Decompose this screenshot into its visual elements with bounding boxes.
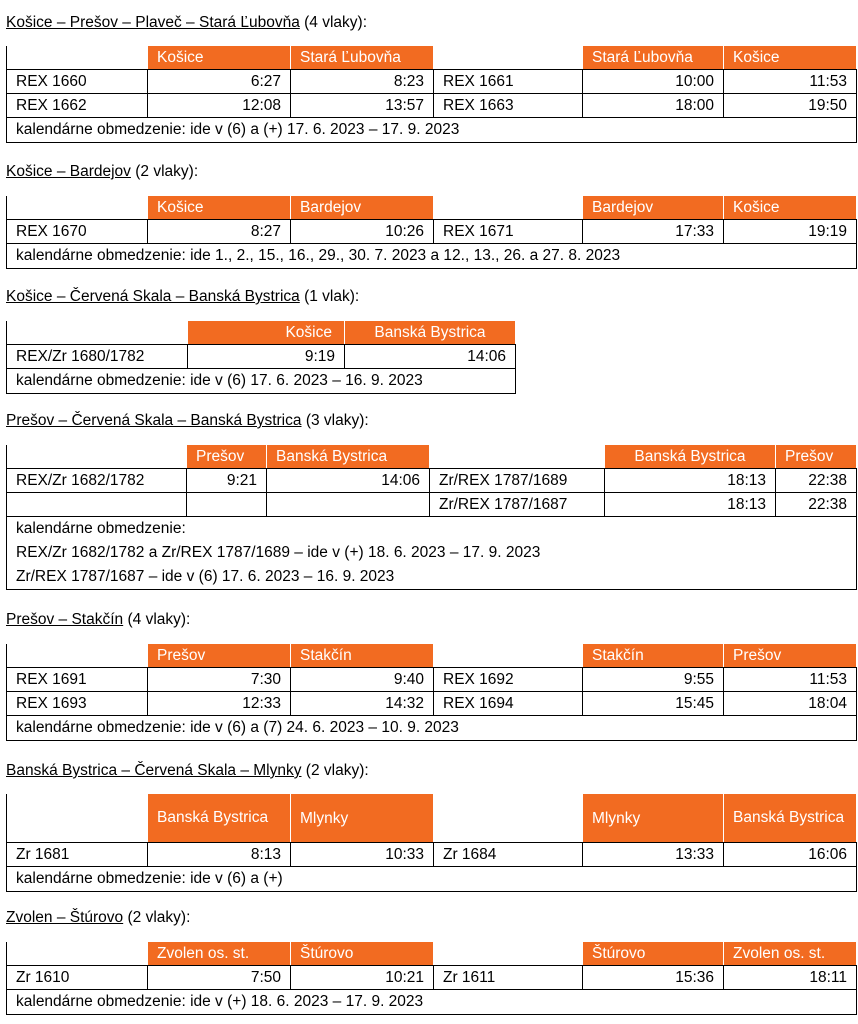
- station-header: Banská Bystrica: [345, 321, 516, 345]
- time-cell: 8:13: [148, 843, 291, 867]
- time-cell: 14:06: [267, 469, 430, 493]
- header-row: [7, 445, 857, 469]
- timetable: [6, 644, 857, 741]
- station-header: Prešov: [724, 644, 857, 668]
- train-number: REX 1670: [7, 220, 148, 244]
- station-header: Mlynky: [583, 794, 724, 843]
- station-header: Bardejov: [291, 196, 434, 220]
- station-header: Košice: [188, 321, 345, 345]
- calendar-note: [7, 517, 857, 590]
- train-number: REX/Zr 1680/1782: [7, 345, 188, 369]
- timetable: [6, 321, 516, 394]
- time-cell: 10:33: [291, 843, 434, 867]
- route-name: Banská Bystrica – Červená Skala – Mlynky: [6, 762, 302, 779]
- station-header: Banská Bystrica: [724, 794, 857, 843]
- timetable: [6, 794, 857, 892]
- time-cell: 12:33: [148, 692, 291, 716]
- time-cell: 11:53: [724, 70, 857, 94]
- train-count: (1 vlak):: [304, 288, 360, 305]
- table-row: [7, 843, 857, 867]
- time-cell: 18:04: [724, 692, 857, 716]
- table-row: [7, 220, 857, 244]
- train-number: REX 1692: [434, 668, 583, 692]
- train-number: REX 1662: [7, 94, 148, 118]
- timetable: [6, 46, 857, 143]
- section-heading: [6, 14, 367, 32]
- train-number: Zr/REX 1787/1689: [430, 469, 605, 493]
- train-number: Zr/REX 1787/1687: [430, 493, 605, 517]
- time-cell: 15:45: [583, 692, 724, 716]
- station-header: Banská Bystrica: [267, 445, 430, 469]
- timetable: [6, 196, 857, 269]
- train-number: REX/Zr 1682/1782: [7, 469, 187, 493]
- calendar-note-line: REX/Zr 1682/1782 a Zr/REX 1787/1689 – ide v (+) 18. 6. 2023 – 17. 9. 2023: [16, 544, 541, 561]
- route-name: Košice – Prešov – Plaveč – Stará Ľubovňa: [6, 14, 300, 31]
- train-number: REX 1691: [7, 668, 148, 692]
- time-cell: 18:13: [605, 493, 776, 517]
- section-heading: [6, 611, 190, 629]
- train-count: (3 vlaky):: [305, 412, 369, 429]
- calendar-note-line: kalendárne obmedzenie:: [16, 520, 186, 537]
- time-cell: [187, 493, 267, 517]
- calendar-note-line: Zr/REX 1787/1687 – ide v (6) 17. 6. 2023 – 16. 9. 2023: [16, 568, 395, 585]
- train-number: [7, 493, 187, 517]
- time-cell: 10:00: [583, 70, 724, 94]
- section-heading: [6, 762, 369, 780]
- time-cell: 14:32: [291, 692, 434, 716]
- header-row: [7, 321, 516, 345]
- station-header: Prešov: [187, 445, 267, 469]
- train-number: REX 1660: [7, 70, 148, 94]
- table-row: [7, 94, 857, 118]
- station-header: Stakčín: [583, 644, 724, 668]
- route-name: Prešov – Stakčín: [6, 611, 124, 628]
- train-number: Zr 1611: [434, 966, 583, 990]
- time-cell: 10:21: [291, 966, 434, 990]
- time-cell: 11:53: [724, 668, 857, 692]
- route-name: Košice – Červená Skala – Banská Bystrica: [6, 288, 300, 305]
- station-header: Košice: [724, 46, 857, 70]
- station-header: Banská Bystrica: [605, 445, 776, 469]
- station-header: Košice: [724, 196, 857, 220]
- station-header: Banská Bystrica: [148, 794, 291, 843]
- station-header: Košice: [148, 46, 291, 70]
- train-count: (2 vlaky):: [127, 909, 191, 926]
- time-cell: 9:40: [291, 668, 434, 692]
- station-header: Prešov: [148, 644, 291, 668]
- route-name: Košice – Bardejov: [6, 163, 131, 180]
- station-header: Stará Ľubovňa: [291, 46, 434, 70]
- time-cell: 19:50: [724, 94, 857, 118]
- time-cell: 22:38: [776, 493, 857, 517]
- timetable: [6, 942, 857, 1015]
- station-header: Štúrovo: [583, 942, 724, 966]
- header-row: [7, 942, 857, 966]
- calendar-note: kalendárne obmedzenie: ide v (6) a (7) 24. 6. 2023 – 10. 9. 2023: [7, 716, 857, 741]
- time-cell: 13:33: [583, 843, 724, 867]
- header-row: [7, 196, 857, 220]
- station-header: Stará Ľubovňa: [583, 46, 724, 70]
- time-cell: 10:26: [291, 220, 434, 244]
- station-header: Prešov: [776, 445, 857, 469]
- route-name: Zvolen – Štúrovo: [6, 909, 124, 926]
- section-heading: [6, 412, 369, 430]
- train-number: REX 1694: [434, 692, 583, 716]
- train-count: (2 vlaky):: [305, 762, 369, 779]
- table-row: [7, 345, 516, 369]
- train-count: (4 vlaky):: [304, 14, 367, 31]
- header-row: [7, 794, 857, 843]
- section-heading: [6, 163, 198, 181]
- train-number: Zr 1681: [7, 843, 148, 867]
- time-cell: 7:30: [148, 668, 291, 692]
- train-count: (4 vlaky):: [127, 611, 191, 628]
- time-cell: 17:33: [583, 220, 724, 244]
- station-header: Košice: [148, 196, 291, 220]
- time-cell: 8:27: [148, 220, 291, 244]
- table-row: [7, 668, 857, 692]
- time-cell: 9:21: [187, 469, 267, 493]
- time-cell: 12:08: [148, 94, 291, 118]
- time-cell: 13:57: [291, 94, 434, 118]
- station-header: Zvolen os. st.: [724, 942, 857, 966]
- station-header: Bardejov: [583, 196, 724, 220]
- calendar-note: kalendárne obmedzenie: ide v (6) a (+) 17. 6. 2023 – 17. 9. 2023: [7, 118, 857, 143]
- time-cell: 22:38: [776, 469, 857, 493]
- time-cell: 15:36: [583, 966, 724, 990]
- time-cell: 9:55: [583, 668, 724, 692]
- train-count: (2 vlaky):: [135, 163, 199, 180]
- table-row: [7, 692, 857, 716]
- table-row: [7, 70, 857, 94]
- timetable: [6, 445, 857, 590]
- train-number: REX 1661: [434, 70, 583, 94]
- section-heading: [6, 288, 359, 306]
- time-cell: 18:11: [724, 966, 857, 990]
- station-header: Stakčín: [291, 644, 434, 668]
- time-cell: 18:00: [583, 94, 724, 118]
- station-header: Štúrovo: [291, 942, 434, 966]
- time-cell: 8:23: [291, 70, 434, 94]
- time-cell: 7:50: [148, 966, 291, 990]
- route-name: Prešov – Červená Skala – Banská Bystrica: [6, 412, 302, 429]
- time-cell: 9:19: [188, 345, 345, 369]
- train-number: Zr 1684: [434, 843, 583, 867]
- calendar-note: kalendárne obmedzenie: ide v (6) 17. 6. 2023 – 16. 9. 2023: [7, 369, 516, 394]
- train-number: REX 1671: [434, 220, 583, 244]
- time-cell: [267, 493, 430, 517]
- calendar-note: kalendárne obmedzenie: ide v (+) 18. 6. 2023 – 17. 9. 2023: [7, 990, 857, 1015]
- time-cell: 14:06: [345, 345, 516, 369]
- train-number: REX 1693: [7, 692, 148, 716]
- time-cell: 6:27: [148, 70, 291, 94]
- table-row: [7, 966, 857, 990]
- table-row: [7, 493, 857, 517]
- section-heading: [6, 909, 190, 927]
- time-cell: 19:19: [724, 220, 857, 244]
- train-number: REX 1663: [434, 94, 583, 118]
- header-row: [7, 46, 857, 70]
- header-row: [7, 644, 857, 668]
- calendar-note: kalendárne obmedzenie: ide v (6) a (+): [7, 867, 857, 892]
- calendar-note: kalendárne obmedzenie: ide 1., 2., 15., 16., 29., 30. 7. 2023 a 12., 13., 26. a 27. 8. 2023: [7, 244, 857, 269]
- time-cell: 16:06: [724, 843, 857, 867]
- table-row: [7, 469, 857, 493]
- station-header: Zvolen os. st.: [148, 942, 291, 966]
- train-number: Zr 1610: [7, 966, 148, 990]
- time-cell: 18:13: [605, 469, 776, 493]
- station-header: Mlynky: [291, 794, 434, 843]
